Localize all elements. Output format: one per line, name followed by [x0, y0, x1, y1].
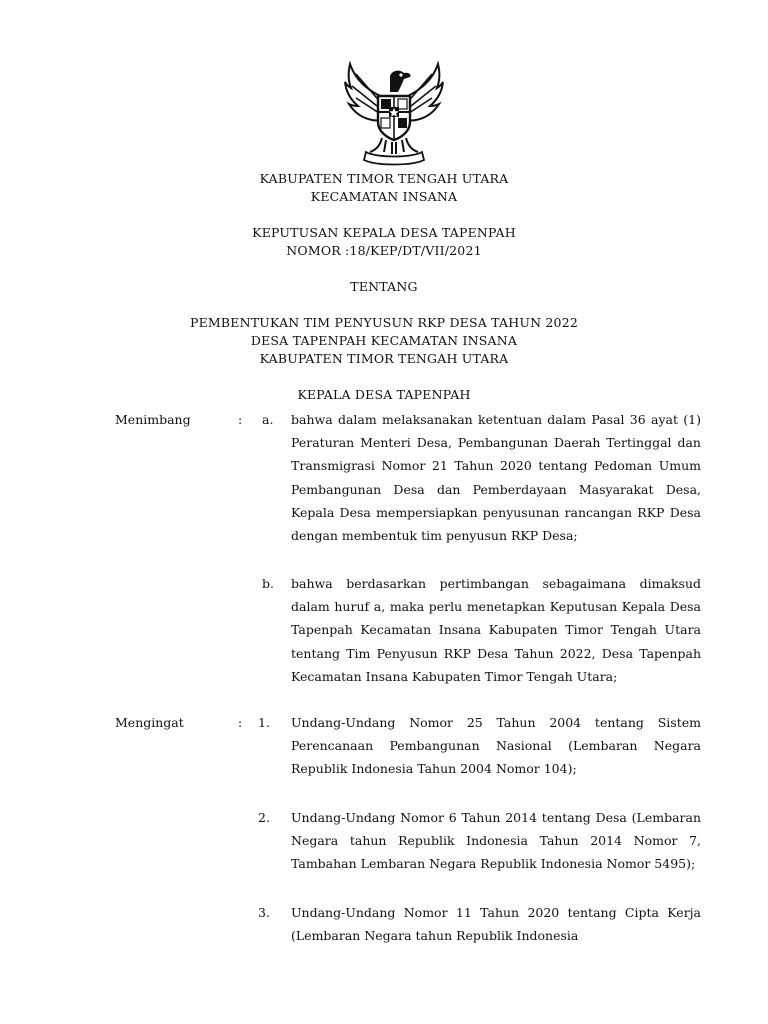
regency-title: KABUPATEN TIMOR TENGAH UTARA [259, 171, 509, 186]
menimbang-marker-b: b. [262, 576, 274, 591]
mengingat-label: Mengingat [115, 715, 184, 730]
decree-number: NOMOR :18/KEP/DT/VII/2021 [286, 243, 482, 258]
menimbang-label: Menimbang [115, 412, 191, 427]
decree-title: KEPUTUSAN KEPALA DESA TAPENPAH [252, 225, 516, 240]
mengingat-text-1: Undang-Undang Nomor 25 Tahun 2004 tentang Sistem Perencanaan Pembangunan Nasional (Lembaran Negara Republik Indonesia Tahun 2004 Nomor 104); [291, 715, 701, 777]
about-heading: TENTANG [350, 279, 418, 294]
mengingat-marker-3: 3. [258, 905, 270, 920]
mengingat-colon: : [238, 715, 243, 730]
menimbang-colon: : [238, 412, 243, 427]
menimbang-text-b: bahwa berdasarkan pertimbangan sebagaimana dimaksud dalam huruf a, maka perlu menetapkan Keputusan Kepala Desa Tapenpah Kecamatan Insana Kabupaten Timor Tengah Utara tentang Tim Penyusun RKP Desa Tahun 2022, Desa Tapenpah Kecamatan Insana Kabupaten Timor Tengah Utara; [291, 576, 701, 684]
issuer-heading: KEPALA DESA TAPENPAH [297, 387, 471, 402]
mengingat-marker-1: 1. [258, 715, 270, 730]
district-title: KECAMATAN INSANA [310, 189, 458, 204]
menimbang-text-a: bahwa dalam melaksanakan ketentuan dalam Pasal 36 ayat (1) Peraturan Menteri Desa, Pembangunan Daerah Tertinggal dan Transmigrasi Nomor 21 Tahun 2020 tentang Pedoman Umum Pembangunan Desa dan Pemberdayaan Masyarakat Desa, Kepala Desa mempersiapkan penyusunan rancangan RKP Desa dengan membentuk tim penyusun RKP Desa; [291, 412, 701, 544]
mengingat-text-2: Undang-Undang Nomor 6 Tahun 2014 tentang Desa (Lembaran Negara tahun Republik Indonesia Tahun 2014 Nomor 7, Tambahan Lembaran Negara Republik Indonesia Nomor 5495); [291, 810, 701, 872]
mengingat-marker-2: 2. [258, 810, 270, 825]
subject-line-2: DESA TAPENPAH KECAMATAN INSANA [250, 333, 518, 348]
subject-line-1: PEMBENTUKAN TIM PENYUSUN RKP DESA TAHUN 2022 [189, 315, 579, 330]
menimbang-marker-a: a. [262, 412, 274, 427]
mengingat-text-3: Undang-Undang Nomor 11 Tahun 2020 tentang Cipta Kerja (Lembaran Negara tahun Republik Indonesia [291, 905, 701, 944]
garuda-emblem [342, 60, 446, 168]
subject-line-3: KABUPATEN TIMOR TENGAH UTARA [259, 351, 509, 366]
